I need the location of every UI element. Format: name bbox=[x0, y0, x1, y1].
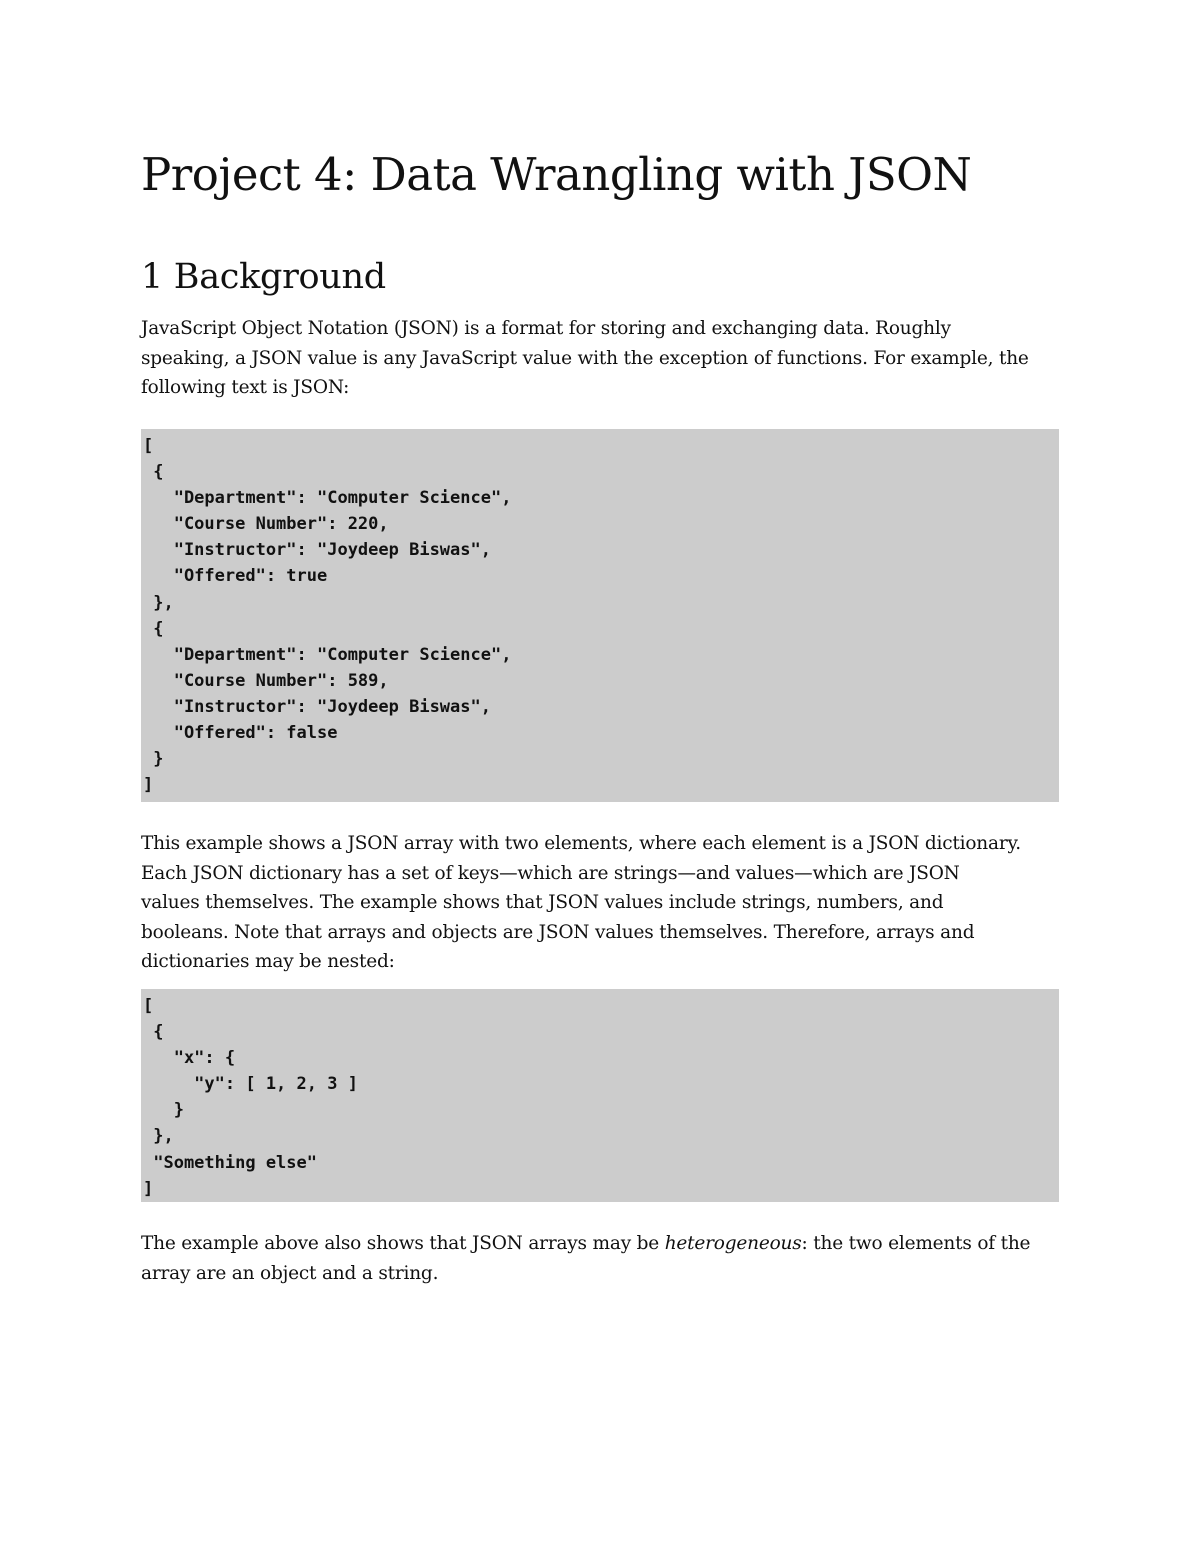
code-line: "Course Number": 589, bbox=[143, 670, 389, 691]
heterogeneous-paragraph bbox=[141, 1229, 1059, 1288]
json-example-code-block bbox=[141, 429, 1059, 802]
code-line: } bbox=[143, 749, 164, 770]
paragraph-text: The example above also shows that JSON arrays may be bbox=[141, 1233, 665, 1254]
code-line: ] bbox=[143, 775, 154, 796]
code-line: }, bbox=[143, 1126, 174, 1147]
array-explanation-paragraph bbox=[141, 829, 1059, 977]
code-line: "Course Number": 220, bbox=[143, 514, 389, 535]
code-line: "Department": "Computer Science", bbox=[143, 488, 512, 509]
code-line: "Offered": true bbox=[143, 566, 328, 587]
code-line: "Something else" bbox=[143, 1152, 317, 1173]
emphasized-term: heterogeneous bbox=[664, 1233, 802, 1254]
paragraph-line bbox=[141, 1229, 1059, 1259]
code-line: "x": { bbox=[143, 1048, 236, 1069]
intro-paragraph-line: JavaScript Object Notation (JSON) is a format for storing and exchanging data. Roughly bbox=[141, 318, 951, 339]
code-line: [ bbox=[143, 436, 154, 456]
paragraph-line: Each JSON dictionary has a set of keys—which are strings—and values—which are JSON bbox=[141, 862, 960, 884]
nested-json-code-block bbox=[141, 989, 1059, 1202]
intro-paragraph-line: following text is JSON: bbox=[141, 377, 350, 398]
paragraph-line: values themselves. The example shows that JSON values include strings, numbers, and bbox=[141, 892, 944, 913]
code-line: "Offered": false bbox=[143, 723, 338, 744]
code-line: ] bbox=[143, 1178, 154, 1199]
code-line: "Department": "Computer Science", bbox=[143, 644, 512, 665]
paragraph-text: : the two elements of the bbox=[801, 1233, 1031, 1254]
code-line: "Instructor": "Joydeep Biswas", bbox=[143, 540, 491, 561]
code-line: "y": [ 1, 2, 3 ] bbox=[143, 1074, 358, 1095]
paragraph-line: booleans. Note that arrays and objects are JSON values themselves. Therefore, arrays and bbox=[141, 921, 975, 943]
code-line: } bbox=[143, 1100, 184, 1121]
code-line: "Instructor": "Joydeep Biswas", bbox=[143, 696, 491, 717]
code-line: { bbox=[143, 618, 164, 639]
section-heading-background: 1 Background bbox=[141, 257, 386, 297]
paragraph-line: This example shows a JSON array with two elements, where each element is a JSON dictionary. bbox=[141, 833, 1021, 854]
intro-paragraph-line: speaking, a JSON value is any JavaScript value with the exception of functions. For example, the bbox=[141, 347, 1029, 369]
code-line: [ bbox=[143, 996, 154, 1016]
paragraph-line: array are an object and a string. bbox=[141, 1262, 439, 1284]
code-line: { bbox=[143, 1022, 164, 1043]
code-line: }, bbox=[143, 592, 174, 613]
code-line: { bbox=[143, 462, 164, 483]
document-title: Project 4: Data Wrangling with JSON bbox=[141, 148, 972, 201]
paragraph-line: dictionaries may be nested: bbox=[141, 951, 395, 972]
intro-paragraph bbox=[141, 314, 1059, 403]
